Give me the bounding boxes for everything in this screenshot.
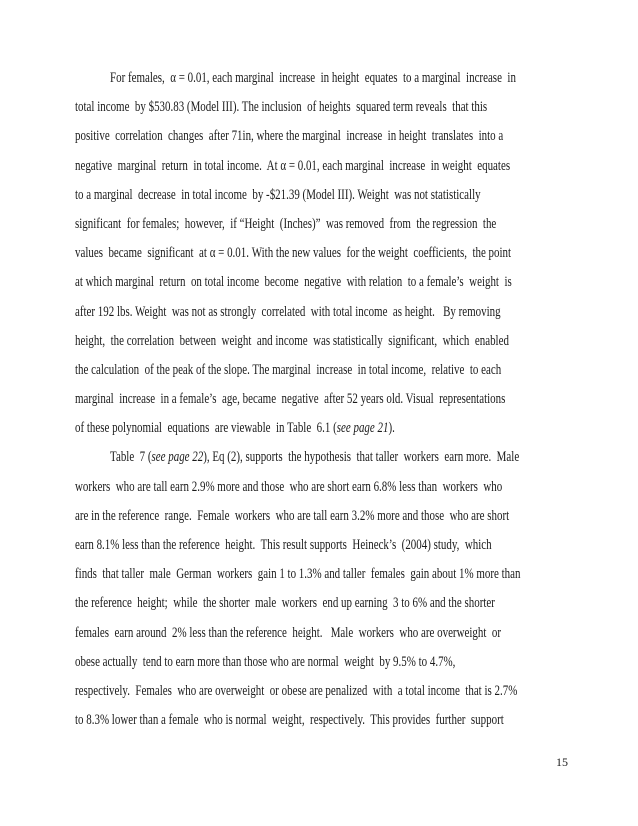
text-line: [75, 385, 601, 414]
italic-text-segment: see page 21: [336, 420, 389, 437]
text-segment: height, the correlation between weight and income was statistically significant, which enabled: [75, 332, 509, 349]
text-segment: obese actually tend to earn more than those who are normal weight by 9.5% to 4.7%,: [75, 653, 456, 670]
text-line: [75, 706, 601, 735]
text-line: [75, 356, 601, 385]
text-line: [75, 268, 601, 297]
text-segment: after 192 lbs. Weight was not as strongly correlated with total income as height. By removing: [75, 303, 501, 320]
text-line: [75, 152, 601, 181]
text-segment: finds that taller male German workers gain 1 to 1.3% and taller females gain about 1% more than: [75, 566, 521, 583]
text-line: [75, 239, 601, 268]
text-segment: of these polynomial equations are viewable in Table 6.1 (: [75, 420, 337, 437]
text-segment: earn 8.1% less than the reference height. This result supports Heineck’s (2004) study, which: [75, 537, 492, 553]
text-segment: to 8.3% lower than a female who is normal weight, respectively. This provides further support: [75, 712, 504, 729]
text-line: [75, 502, 601, 531]
text-segment: total income by $530.83 (Model III). The inclusion of heights squared term reveals that this: [75, 99, 488, 116]
italic-text-segment: see page 22: [151, 449, 204, 466]
text-line: [75, 414, 601, 443]
text-segment: ).: [388, 420, 395, 437]
text-line: [75, 443, 601, 472]
text-segment: negative marginal return in total income. At α = 0.01, each marginal increase in weight equates: [75, 157, 511, 174]
text-line: [75, 64, 601, 93]
text-segment: ), Eq (2), supports the hypothesis that taller workers earn more. Male: [203, 449, 520, 466]
text-line: [75, 122, 601, 151]
text-segment: the reference height; while the shorter male workers end up earning 3 to 6% and the shorter: [75, 595, 495, 612]
text-segment: marginal increase in a female’s age, became negative after 52 years old. Visual representations: [75, 391, 506, 408]
text-segment: workers who are tall earn 2.9% more and those who are short earn 6.8% less than workers who: [75, 478, 503, 495]
text-line: [75, 560, 601, 589]
text-line: [75, 181, 601, 210]
text-line: [75, 210, 601, 239]
text-segment: positive correlation changes after 71in, where the marginal increase in height translates into a: [75, 128, 504, 145]
text-line: [75, 298, 601, 327]
text-segment: significant for females; however, if “Height (Inches)” was removed from the regression the: [75, 215, 497, 232]
text-line: [75, 93, 601, 122]
text-segment: to a marginal decrease in total income by -$21.39 (Model III). Weight was not statistically: [75, 186, 481, 203]
text-segment: respectively. Females who are overweight or obese are penalized with a total income that is 2.7%: [75, 682, 518, 699]
text-segment: females earn around 2% less than the reference height. Male workers who are overweight or: [75, 624, 501, 641]
text-segment: Table 7 (: [110, 449, 152, 466]
text-line: [75, 619, 601, 648]
text-line: [75, 648, 601, 677]
page-number: 15: [556, 755, 568, 769]
text-segment: are in the reference range. Female workers who are tall earn 3.2% more and those who are short: [75, 507, 510, 524]
body-text: [75, 64, 601, 735]
text-line: [75, 327, 601, 356]
text-segment: the calculation of the peak of the slope. The marginal increase in total income, relative to each: [75, 361, 502, 378]
text-line: [75, 473, 601, 502]
text-segment: values became significant at α = 0.01. With the new values for the weight coefficients, the point: [75, 245, 512, 262]
text-segment: For females, α = 0.01, each marginal increase in height equates to a marginal increase in: [110, 70, 516, 86]
text-line: [75, 677, 601, 706]
text-line: [75, 531, 601, 560]
text-line: [75, 589, 601, 618]
text-segment: at which marginal return on total income become negative with relation to a female’s weight is: [75, 274, 512, 291]
